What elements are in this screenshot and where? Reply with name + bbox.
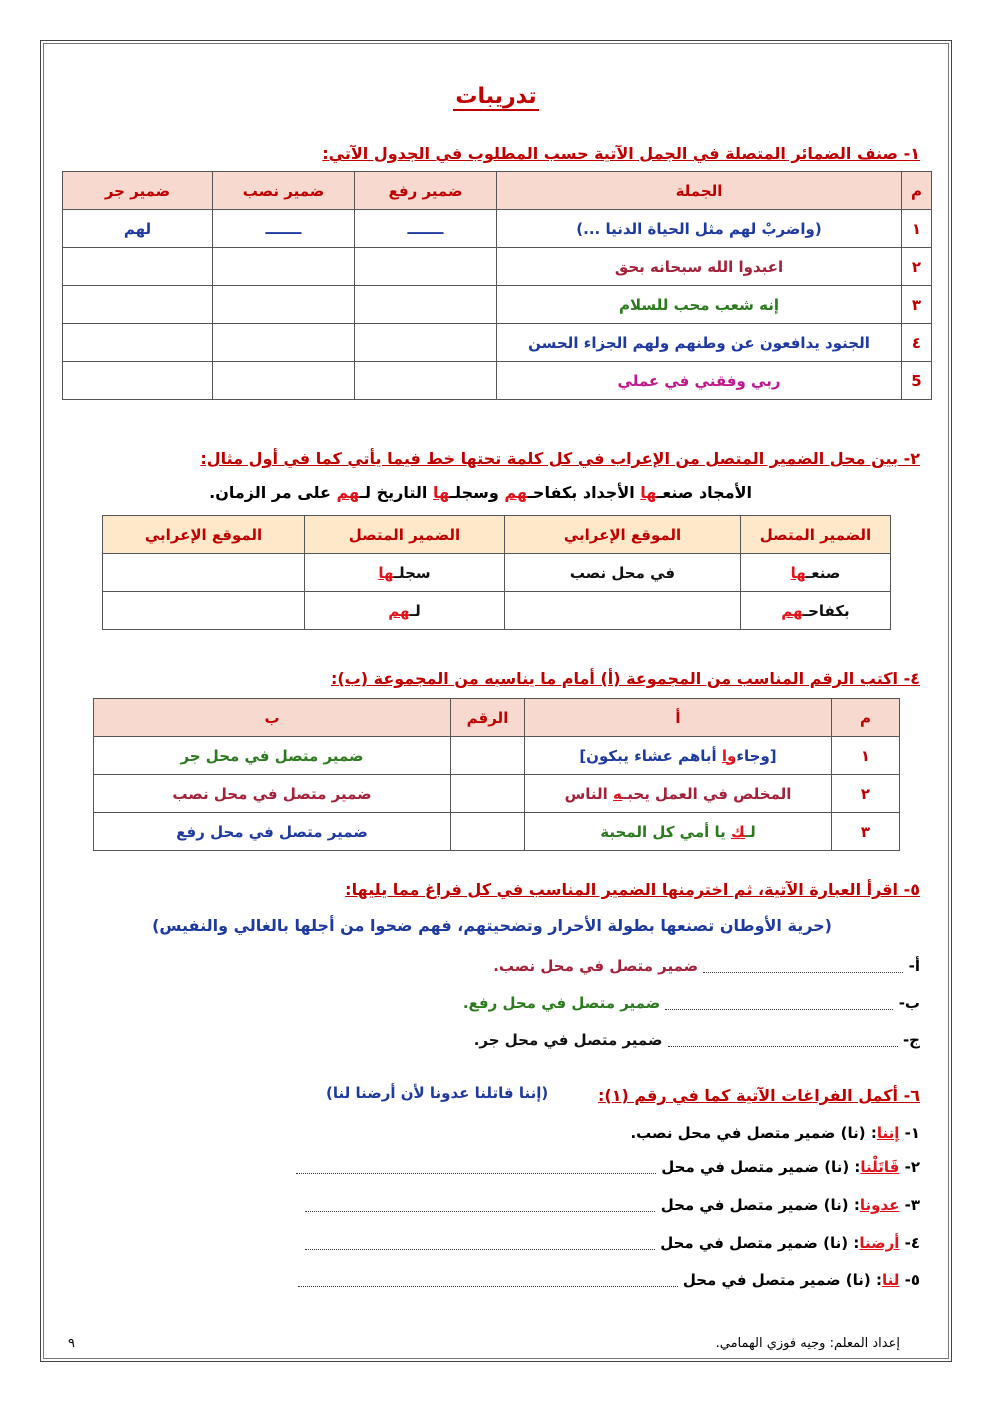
- q1-col-jar: ضمير جر: [63, 172, 213, 210]
- pronoun-word: سجلـها: [305, 554, 505, 592]
- q4-row: [94, 775, 900, 813]
- author-credit: إعداد المعلم: وجيه فوزي الهمامي.: [715, 1336, 900, 1351]
- sentence-part: على مر الزمان.: [209, 483, 337, 502]
- sentence: (واضربْ لهم مثل الحياة الدنيا ...): [497, 210, 902, 248]
- nasb-answer[interactable]: [213, 248, 355, 286]
- sentence: إنه شعب محب للسلام: [497, 286, 902, 324]
- q6-item: [298, 1271, 920, 1289]
- item-text: : (نا) ضمير متصل في محل نصب.: [630, 1124, 877, 1142]
- pronoun-word: لـهم: [305, 592, 505, 630]
- q1-row: [63, 210, 932, 248]
- row-number: ١: [902, 210, 932, 248]
- q5-passage: (حرية الأوطان تصنعها بطولة الأحرار وتضحيتهم، فهم ضحوا من أجلها بالغالي والنفيس): [152, 916, 832, 935]
- item-word: لنا: [881, 1271, 900, 1289]
- q2-sentence: [209, 483, 752, 502]
- jar-answer[interactable]: [63, 362, 213, 400]
- q5-heading: ٥- اقرأ العبارة الآتية، ثم اخترمنها الضمير المناسب في كل فراغ مما يليها:: [345, 880, 920, 899]
- q4-col-number: الرقم: [451, 699, 525, 737]
- q5-item: [474, 1031, 920, 1049]
- q2-heading: ٢- بين محل الضمير المتصل من الإعراب في كل كلمة تحتها خط فيما يأتي كما في أول مثال:: [200, 449, 920, 468]
- page-title: تدريبات: [455, 84, 537, 109]
- raf-answer[interactable]: [355, 324, 497, 362]
- q6-item: [305, 1196, 920, 1214]
- q4-row: [94, 737, 900, 775]
- q4-table: [93, 698, 900, 851]
- pronoun-word: صنعـها: [741, 554, 891, 592]
- item-number: ٣-: [904, 1196, 920, 1214]
- item-text: : (نا) ضمير متصل في محل: [660, 1196, 860, 1214]
- q4-col-group-a: أ: [525, 699, 832, 737]
- underlined-pronoun: هم: [336, 483, 360, 502]
- pronoun-word: بكفاحـهم: [741, 592, 891, 630]
- item-word: عدونا: [859, 1196, 900, 1214]
- answer-blank[interactable]: [703, 961, 903, 973]
- q6-heading: ٦- أكمل الفراغات الآتية كما في رقم (١):: [597, 1086, 920, 1105]
- q1-col-sentence: الجملة: [497, 172, 902, 210]
- raf-answer[interactable]: [355, 362, 497, 400]
- position-answer[interactable]: [505, 592, 741, 630]
- q1-row: [63, 324, 932, 362]
- item-text: : (نا) ضمير متصل في محل: [661, 1158, 861, 1176]
- sentence: الجنود يدافعون عن وطنهم ولهم الجزاء الحسن: [497, 324, 902, 362]
- q4-col-num: م: [832, 699, 900, 737]
- position-answer[interactable]: في محل نصب: [505, 554, 741, 592]
- row-number: 5: [902, 362, 932, 400]
- q2-col-pronoun-1: الضمير المتصل: [741, 516, 891, 554]
- q4-heading: ٤- اكتب الرقم المناسب من المجموعة (أ) أمام ما يناسبه من المجموعة (ب):: [330, 669, 920, 688]
- number-answer[interactable]: [451, 737, 525, 775]
- nasb-answer[interactable]: [213, 362, 355, 400]
- item-label: ب-: [898, 994, 920, 1012]
- item-word: قَاتَلْنا: [860, 1158, 900, 1176]
- q6-item: [630, 1124, 920, 1142]
- q2-row: [103, 554, 891, 592]
- jar-answer[interactable]: لهم: [63, 210, 213, 248]
- q2-header-row: [103, 516, 891, 554]
- item-text: ضمير متصل في محل جر.: [473, 1031, 663, 1049]
- raf-answer[interactable]: [355, 286, 497, 324]
- sentence: اعبدوا الله سبحانه بحق: [497, 248, 902, 286]
- sentence-part: الأجداد بكفاحـ: [527, 483, 641, 502]
- group-b-item: ضمير متصل في محل رفع: [94, 813, 451, 851]
- item-text: ضمير متصل في محل نصب.: [493, 957, 699, 975]
- q6-item: [305, 1234, 920, 1252]
- q2-col-position-1: الموقع الإعرابي: [505, 516, 741, 554]
- group-a-item: لـك يا أمي كل المحبة: [525, 813, 832, 851]
- item-text: : (نا) ضمير متصل في محل: [660, 1234, 860, 1252]
- item-text: : (نا) ضمير متصل في محل: [682, 1271, 882, 1289]
- jar-answer[interactable]: [63, 248, 213, 286]
- q1-row: [63, 248, 932, 286]
- group-b-item: ضمير متصل في محل نصب: [94, 775, 451, 813]
- position-answer[interactable]: [103, 554, 305, 592]
- group-a-item: [وجاءوا أباهم عشاء يبكون]: [525, 737, 832, 775]
- nasb-answer[interactable]: [213, 324, 355, 362]
- underlined-pronoun: ها: [640, 483, 657, 502]
- q6-item: [296, 1158, 920, 1176]
- item-number: ٥-: [904, 1271, 920, 1289]
- q5-item: [463, 994, 920, 1012]
- nasb-answer[interactable]: [213, 286, 355, 324]
- q6-example: (إننا قاتلنا عدونا لأن أرضنا لنا): [326, 1084, 549, 1102]
- position-answer[interactable]: [103, 592, 305, 630]
- item-word: إننا: [876, 1124, 900, 1142]
- number-answer[interactable]: [451, 813, 525, 851]
- raf-answer[interactable]: [355, 248, 497, 286]
- group-b-item: ضمير متصل في محل جر: [94, 737, 451, 775]
- row-number: ١: [832, 737, 900, 775]
- number-answer[interactable]: [451, 775, 525, 813]
- item-number: ١-: [904, 1124, 920, 1142]
- q2-col-pronoun-2: الضمير المتصل: [305, 516, 505, 554]
- underlined-pronoun: ها: [432, 483, 450, 502]
- jar-answer[interactable]: [63, 286, 213, 324]
- item-word: أرضنا: [859, 1234, 900, 1252]
- row-number: ٣: [832, 813, 900, 851]
- row-number: ٢: [832, 775, 900, 813]
- q5-item: [493, 957, 920, 975]
- group-a-item: المخلص في العمل يحبـه الناس: [525, 775, 832, 813]
- raf-answer[interactable]: ـــــــ: [355, 210, 497, 248]
- q1-header-row: [63, 172, 932, 210]
- item-text: ضمير متصل في محل رفع.: [462, 994, 661, 1012]
- nasb-answer[interactable]: ـــــــ: [213, 210, 355, 248]
- row-number: ٤: [902, 324, 932, 362]
- q1-col-raf: ضمير رفع: [355, 172, 497, 210]
- answer-blank[interactable]: [296, 1162, 656, 1174]
- q1-row: [63, 286, 932, 324]
- answer-blank[interactable]: [305, 1238, 655, 1250]
- row-number: ٢: [902, 248, 932, 286]
- answer-blank[interactable]: [668, 1035, 898, 1047]
- q1-row: [63, 362, 932, 400]
- q1-heading: ١- صنف الضمائر المتصلة في الجمل الآتية حسب المطلوب في الجدول الآتي:: [322, 144, 920, 163]
- item-label: أ-: [908, 957, 920, 975]
- row-number: ٣: [902, 286, 932, 324]
- answer-blank[interactable]: [665, 998, 893, 1010]
- item-number: ٢-: [904, 1158, 920, 1176]
- sentence: ربي وفقني في عملي: [497, 362, 902, 400]
- q2-table: [102, 515, 891, 630]
- jar-answer[interactable]: [63, 324, 213, 362]
- sentence-part: وسجلـ: [449, 483, 505, 502]
- sentence-part: التاريخ لـ: [359, 483, 433, 502]
- page-number: ٩: [68, 1336, 75, 1351]
- sentence-part: الأمجاد صنعـ: [656, 483, 752, 502]
- item-number: ٤-: [904, 1234, 920, 1252]
- q2-row: [103, 592, 891, 630]
- answer-blank[interactable]: [305, 1200, 655, 1212]
- answer-blank[interactable]: [298, 1275, 678, 1287]
- underlined-pronoun: هم: [504, 483, 528, 502]
- q4-col-group-b: ب: [94, 699, 451, 737]
- q4-header-row: [94, 699, 900, 737]
- q1-col-num: م: [902, 172, 932, 210]
- q1-table: [62, 171, 932, 400]
- q1-col-nasb: ضمير نصب: [213, 172, 355, 210]
- q2-col-position-2: الموقع الإعرابي: [103, 516, 305, 554]
- item-label: ج-: [902, 1031, 920, 1049]
- q4-row: [94, 813, 900, 851]
